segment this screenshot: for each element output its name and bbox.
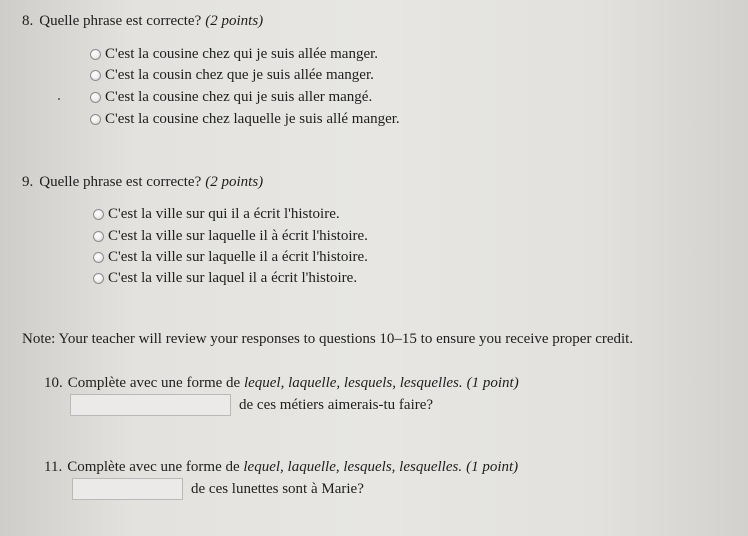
option-label: C'est la cousine chez laquelle je suis allé manger. xyxy=(105,111,400,127)
option-label: C'est la ville sur qui il a écrit l'histoire. xyxy=(108,206,340,222)
radio-button[interactable] xyxy=(93,273,104,284)
radio-button[interactable] xyxy=(93,209,104,220)
radio-button[interactable] xyxy=(93,252,104,263)
q8-option-3[interactable] xyxy=(90,88,372,106)
question-text: Quelle phrase est correcte? xyxy=(39,174,202,190)
radio-button[interactable] xyxy=(90,70,101,81)
question-points: (1 point) xyxy=(466,375,519,391)
question-number: 9. xyxy=(22,174,34,190)
pronoun-forms: lequel, laquelle, lesquels, lesquelles. xyxy=(243,459,463,475)
sentence-suffix: de ces métiers aimerais-tu faire? xyxy=(239,397,434,413)
q10-answer-row xyxy=(70,394,433,416)
option-label: C'est la cousine chez qui je suis aller mangé. xyxy=(105,89,373,105)
stray-dot xyxy=(58,98,60,100)
radio-button[interactable] xyxy=(90,92,101,103)
question-points: (1 point) xyxy=(466,459,519,475)
q8-option-1[interactable] xyxy=(90,45,378,63)
q8-option-4[interactable] xyxy=(90,110,400,128)
question-prompt: Complète avec une forme de xyxy=(67,459,240,475)
sentence-suffix: de ces lunettes sont à Marie? xyxy=(191,481,364,497)
option-label: C'est la cousine chez qui je suis allée manger. xyxy=(105,46,379,62)
question-number: 10. xyxy=(44,375,63,391)
q9-option-2[interactable] xyxy=(93,227,368,245)
radio-button[interactable] xyxy=(90,49,101,60)
option-label: C'est la ville sur laquel il a écrit l'histoire. xyxy=(108,270,358,286)
teacher-note: Note: Your teacher will review your responses to questions 10–15 to ensure you receive proper credit. xyxy=(22,331,634,347)
q11-answer-row xyxy=(72,478,364,500)
option-label: C'est la ville sur laquelle il a écrit l'histoire. xyxy=(108,249,368,265)
q9-option-3[interactable] xyxy=(93,248,368,266)
radio-button[interactable] xyxy=(93,231,104,242)
option-label: C'est la cousin chez que je suis allée manger. xyxy=(105,67,374,83)
pronoun-forms: lequel, laquelle, lesquels, lesquelles. xyxy=(243,375,463,391)
question-points: (2 points) xyxy=(205,174,264,190)
question-9-title xyxy=(22,173,263,191)
q11-answer-input[interactable] xyxy=(72,478,183,500)
q8-option-2[interactable] xyxy=(90,66,374,84)
radio-button[interactable] xyxy=(90,114,101,125)
question-prompt: Complète avec une forme de xyxy=(67,375,241,391)
question-11-title xyxy=(44,458,518,476)
question-text: Quelle phrase est correcte? xyxy=(39,13,202,29)
question-number: 11. xyxy=(44,459,63,475)
q9-option-1[interactable] xyxy=(93,205,340,223)
question-10-title xyxy=(44,374,519,392)
option-label: C'est la ville sur laquelle il à écrit l'histoire. xyxy=(108,228,368,244)
question-8-title xyxy=(22,12,263,30)
q9-option-4[interactable] xyxy=(93,269,357,287)
question-number: 8. xyxy=(22,13,34,29)
question-points: (2 points) xyxy=(205,13,264,29)
q10-answer-input[interactable] xyxy=(70,394,231,416)
